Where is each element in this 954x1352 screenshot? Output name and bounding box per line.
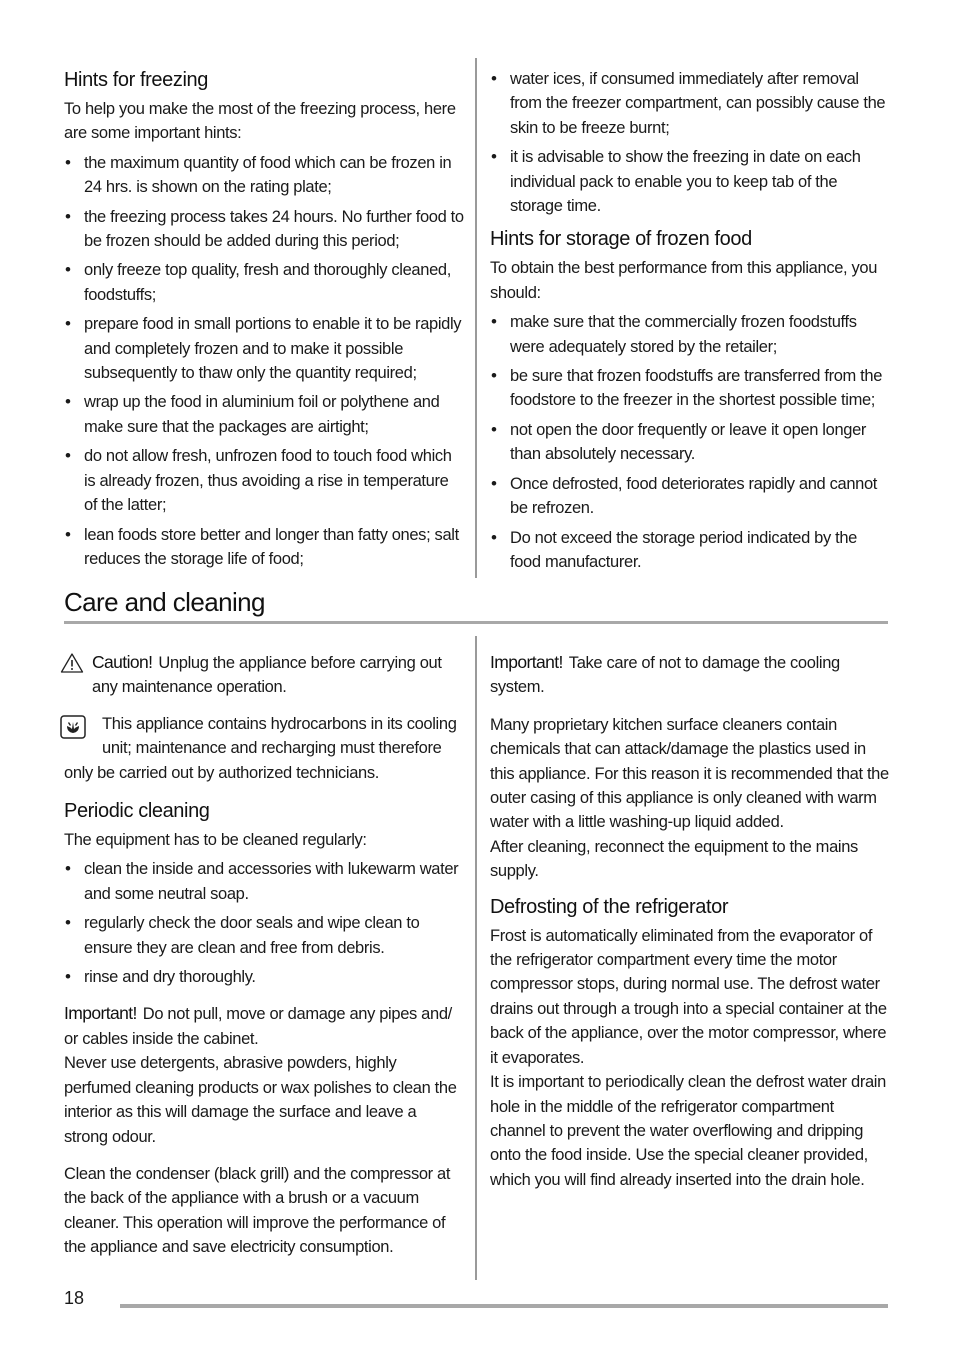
hints-freezing-list-continued [490,67,890,218]
environment-icon [60,715,86,746]
important-label: Important! [64,1003,137,1024]
storage-list [490,310,890,574]
top-column-divider [475,58,477,578]
list-item: • rinse and dry thoroughly. [64,965,464,989]
list-item: • wrap up the food in aluminium foil or polythene and make sure that the packages are airtight; [64,390,464,439]
storage-intro: To obtain the best performance from this appliance, you should: [490,259,878,302]
list-item: • regularly check the door seals and wipe clean to ensure they are clean and free from debris. [64,911,464,960]
defrosting-text: Frost is automatically eliminated from the evaporator of the refrigerator compartment every time the motor compressor stops, during normal use. The defrost water drains out through a trough into a special container at the back of the appliance, over the motor compressor, where it evaporates. [490,926,887,1067]
important-cooling-note [490,650,890,700]
bottom-right-column [490,650,890,1197]
warning-triangle-icon [60,652,92,681]
caution-label: Caution! [92,652,153,672]
important-label: Important! [490,652,563,672]
hydrocarbon-text: This appliance contains hydrocarbons in its cooling unit; maintenance and recharging must therefore only be carried out by authorized technicians. [64,714,457,782]
hydrocarbon-note [64,712,464,785]
defrosting-heading: Defrosting of the refrigerator [490,895,729,918]
footer-rule [120,1304,888,1308]
list-item: • water ices, if consumed immediately after removal from the freezer compartment, can possibly cause the skin to be freeze burnt; [490,67,890,140]
list-item: • the freezing process takes 24 hours. No further food to be frozen should be added during this period; [64,205,464,254]
important-note [64,1001,464,1051]
list-item: • make sure that the commercially frozen foodstuffs were adequately stored by the retailer; [490,310,890,359]
section-rule [64,621,888,624]
list-item: • only freeze top quality, fresh and thoroughly cleaned, foodstuffs; [64,258,464,307]
page-number: 18 [64,1288,85,1308]
storage-heading: Hints for storage of frozen food [490,228,752,251]
caution-note [64,650,464,700]
list-item: • Do not exceed the storage period indicated by the food manufacturer. [490,526,890,575]
bottom-column-divider [475,636,477,1280]
list-item: • Once defrosted, food deteriorates rapidly and cannot be refrozen. [490,472,890,521]
list-item: • not open the door frequently or leave it open longer than absolutely necessary. [490,418,890,467]
hints-freezing-intro: To help you make the most of the freezing process, here are some important hints: [64,100,456,143]
list-item: • prepare food in small portions to enable it to be rapidly and completely frozen and to make it possible subsequently to thaw only the quantity required; [64,312,464,385]
top-right-column [490,67,890,579]
periodic-cleaning-intro: The equipment has to be cleaned regularly: [64,831,367,850]
drain-hole-text: It is important to periodically clean the defrost water drain hole in the middle of the refrigerator compartment channel to prevent the water overflowing and dripping onto the food inside. Use the special cleaner provided, which you will find already inserted into the drain hole. [490,1073,886,1189]
caution-text-block [92,650,464,700]
hints-freezing-list [64,151,464,572]
caution-text: Unplug the appliance before carrying out any maintenance operation. [92,654,442,697]
cleaners-text: Many proprietary kitchen surface cleaners contain chemicals that can attack/damage the plastics used in this appliance. For this reason it is recommended that the outer casing of this appliance is only cleaned with warm water with a little washing-up liquid added. [490,715,889,832]
list-item: • it is advisable to show the freezing in date on each individual pack to enable you to keep tab of the storage time. [490,145,890,218]
never-use-text: Never use detergents, abrasive powders, highly perfumed cleaning products or wax polishes to clean the interior as this will damage the surface and leave a strong odour. [64,1054,457,1146]
section-title: Care and cleaning [64,587,265,617]
bottom-left-column [64,650,464,1265]
periodic-cleaning-heading: Periodic cleaning [64,800,210,823]
list-item: • be sure that frozen foodstuffs are transferred from the foodstore to the freezer in the shortest possible time; [490,364,890,413]
top-left-column [64,67,464,576]
hints-freezing-heading: Hints for freezing [64,69,208,91]
condenser-text: Clean the condenser (black grill) and the compressor at the back of the appliance with a brush or a vacuum cleaner. This operation will improve the performance of the appliance and save electricity consumption. [64,1164,451,1257]
important-cooling-text: Take care of not to damage the cooling system. [490,654,840,697]
list-item: • the maximum quantity of food which can be frozen in 24 hrs. is shown on the rating plate; [64,151,464,200]
list-item: • do not allow fresh, unfrozen food to touch food which is already frozen, thus avoiding a rise in temperature of the latter; [64,444,464,517]
list-item: • lean foods store better and longer than fatty ones; salt reduces the storage life of food; [64,523,464,572]
important-text: Do not pull, move or damage any pipes and/ or cables inside the cabinet. [64,1005,452,1048]
list-item: • clean the inside and accessories with lukewarm water and some neutral soap. [64,857,464,906]
periodic-cleaning-list [64,857,464,989]
after-cleaning-text: After cleaning, reconnect the equipment to the mains supply. [490,837,858,881]
